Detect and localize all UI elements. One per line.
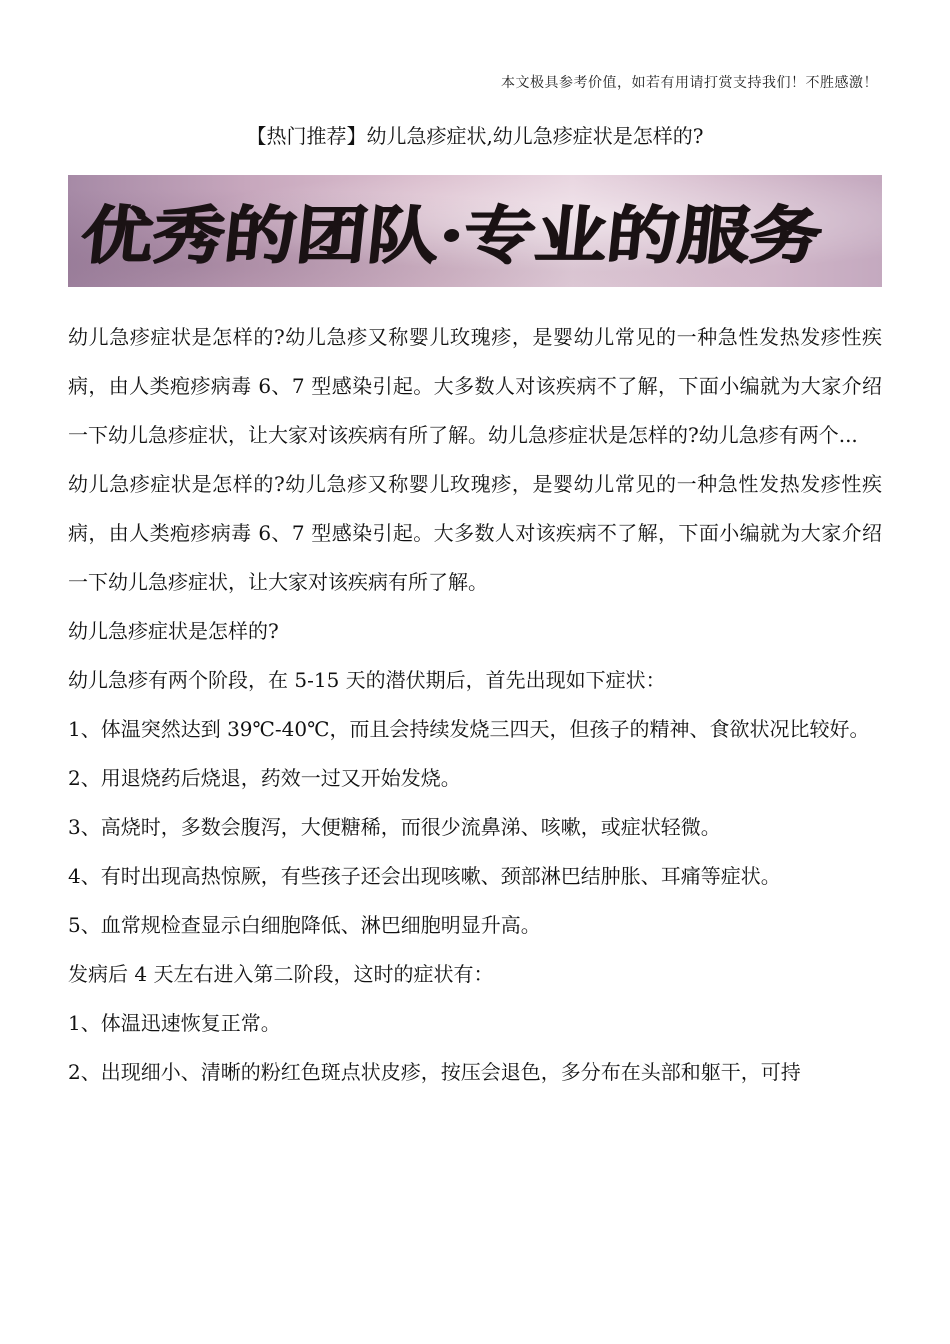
body-paragraph: 1、体温突然达到 39℃-40℃，而且会持续发烧三四天，但孩子的精神、食欲状况比较好。 — [68, 717, 870, 741]
banner-image — [68, 175, 882, 287]
body-paragraph: 幼儿急疹有两个阶段，在 5-15 天的潜伏期后，首先出现如下症状： — [68, 668, 666, 692]
body-paragraph: 5、血常规检查显示白细胞降低、淋巴细胞明显升高。 — [68, 913, 541, 937]
body-paragraph: 幼儿急疹症状是怎样的?幼儿急疹又称婴儿玫瑰疹，是婴幼儿常见的一种急性发热发疹性疾病，由人类疱疹病毒 6、7 型感染引起。大多数人对该疾病不了解，下面小编就为大家介绍一下幼儿急疹症状，让大家对该疾病有所了解。 — [68, 472, 882, 594]
body-paragraph: 2、出现细小、清晰的粉红色斑点状皮疹，按压会退色，多分布在头部和躯干，可持 — [68, 1060, 801, 1084]
body-paragraph: 幼儿急疹症状是怎样的?幼儿急疹又称婴儿玫瑰疹，是婴幼儿常见的一种急性发热发疹性疾病，由人类疱疹病毒 6、7 型感染引起。大多数人对该疾病不了解，下面小编就为大家介绍一下幼儿急疹症状，让大家对该疾病有所了解。幼儿急疹症状是怎样的?幼儿急疹有两个... — [68, 325, 882, 447]
header-notice: 本文极具参考价值，如若有用请打赏支持我们！不胜感激！ — [501, 75, 878, 91]
body-paragraph: 发病后 4 天左右进入第二阶段，这时的症状有： — [68, 962, 494, 986]
body-paragraph: 1、体温迅速恢复正常。 — [68, 1011, 281, 1035]
document-title: 【热门推荐】幼儿急疹症状,幼儿急疹症状是怎样的? — [246, 124, 704, 148]
body-paragraph: 2、用退烧药后烧退，药效一过又开始发烧。 — [68, 766, 461, 790]
body-paragraph: 4、有时出现高热惊厥，有些孩子还会出现咳嗽、颈部淋巴结肿胀、耳痛等症状。 — [68, 864, 781, 888]
body-paragraph: 幼儿急疹症状是怎样的? — [68, 619, 279, 643]
banner-slogan: 优秀的团队·专业的服务 — [77, 199, 727, 272]
body-paragraph: 3、高烧时，多数会腹泻，大便糖稀，而很少流鼻涕、咳嗽，或症状轻微。 — [68, 815, 721, 839]
document-body — [68, 313, 882, 1097]
banner-calligraphy — [68, 175, 882, 287]
